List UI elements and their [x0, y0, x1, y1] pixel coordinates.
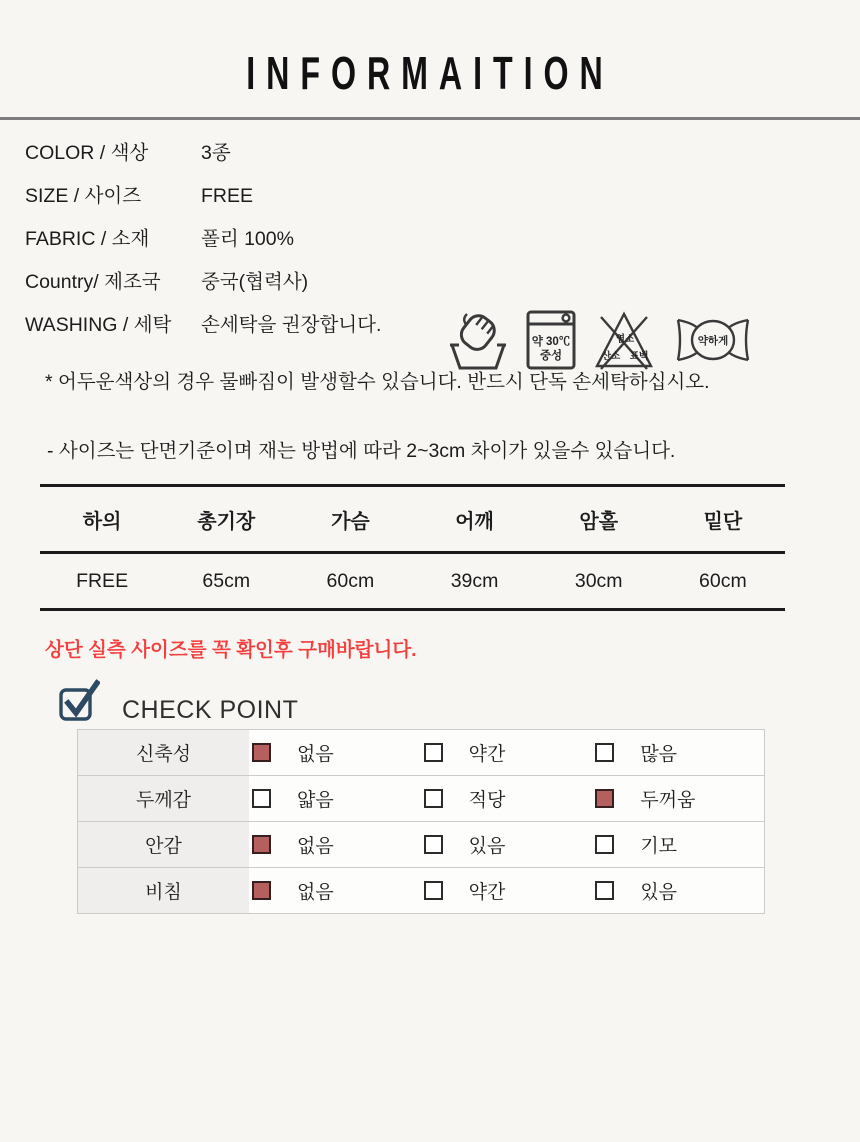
option-checkbox: [424, 743, 443, 762]
check-point-heading: [58, 685, 860, 727]
wash-warning-note: * 어두운색상의 경우 물빠짐이 발생할수 있습니다. 반드시 단독 손세탁하십시오.: [45, 371, 710, 393]
svg-text:산소: 산소: [601, 351, 621, 362]
option-checkbox: [252, 789, 271, 808]
option-checkbox: [595, 881, 614, 900]
size-col-header: 가슴: [288, 486, 412, 553]
info-value: 폴리 100%: [201, 228, 294, 250]
size-col-header: 하의: [40, 486, 164, 553]
info-label: COLOR / 색상: [25, 142, 149, 164]
svg-text:약 30℃: 약 30℃: [531, 336, 571, 348]
checkbox-check-icon: [58, 678, 100, 727]
size-cell: 60cm: [661, 553, 785, 610]
check-option: [249, 868, 421, 913]
option-label: 없음: [297, 744, 334, 765]
size-table-header-row: [40, 486, 785, 553]
check-row-label: 안감: [78, 822, 249, 867]
option-label: 약간: [468, 744, 506, 765]
option-checkbox: [424, 789, 443, 808]
check-row-thickness: [78, 776, 764, 822]
info-value: 3종: [201, 142, 231, 164]
option-label: 약간: [468, 882, 506, 903]
info-row-size: [25, 180, 860, 207]
info-label: FABRIC / 소재: [25, 228, 150, 250]
option-checkbox: [252, 743, 271, 762]
check-row-label: 신축성: [78, 730, 249, 775]
check-row-label: 두께감: [78, 776, 249, 821]
check-row-lining: [78, 822, 764, 868]
size-cell: 60cm: [288, 553, 412, 610]
size-col-header: 어깨: [412, 486, 536, 553]
size-cell: 65cm: [164, 553, 288, 610]
page-title: INFORMAITION: [246, 47, 614, 99]
option-checkbox: [252, 835, 271, 854]
check-option: [421, 868, 593, 913]
option-checkbox: [595, 743, 614, 762]
size-cell: FREE: [40, 553, 164, 610]
check-row-sheerness: [78, 868, 764, 913]
option-label: 있음: [468, 836, 506, 857]
check-option: [249, 730, 421, 775]
hand-wash-icon: [446, 308, 510, 372]
wring-weak-icon: [671, 317, 755, 363]
option-label: 얇음: [297, 790, 334, 811]
no-bleach-icon: [592, 309, 656, 371]
option-label: 많음: [640, 744, 678, 765]
title-divider: [0, 117, 860, 120]
option-label: 두꺼움: [640, 790, 696, 811]
size-table: [40, 484, 785, 611]
size-col-header: 암홀: [537, 486, 661, 553]
option-checkbox: [424, 835, 443, 854]
option-checkbox: [252, 881, 271, 900]
check-point-table: [77, 729, 765, 914]
option-checkbox: [595, 789, 614, 808]
info-value: FREE: [201, 185, 254, 207]
svg-text:약하게: 약하게: [697, 335, 729, 347]
option-checkbox: [595, 835, 614, 854]
info-row-fabric: [25, 223, 860, 250]
check-row-stretch: [78, 730, 764, 776]
size-cell: 30cm: [537, 553, 661, 610]
size-col-header: 밑단: [661, 486, 785, 553]
check-option: [592, 730, 764, 775]
check-option: [421, 776, 593, 821]
size-table-value-row: [40, 553, 785, 610]
check-option: [249, 776, 421, 821]
svg-text:중성: 중성: [539, 350, 563, 362]
check-point-title: CHECK POINT: [122, 696, 299, 724]
check-option: [592, 776, 764, 821]
product-info-list: [25, 137, 860, 336]
info-value: 중국(협력사): [201, 271, 309, 293]
info-value: 손세탁을 권장합니다.: [201, 314, 382, 336]
size-col-header: 총기장: [164, 486, 288, 553]
header: [0, 42, 860, 104]
size-cell: 39cm: [412, 553, 536, 610]
check-option: [421, 822, 593, 867]
size-check-warning: 상단 실측 사이즈를 꼭 확인후 구매바랍니다.: [45, 639, 417, 661]
svg-text:염소: 염소: [615, 334, 635, 345]
info-label: WASHING / 세탁: [25, 314, 172, 336]
check-option: [592, 822, 764, 867]
size-measure-note: - 사이즈는 단면기준이며 재는 방법에 따라 2~3cm 차이가 있을수 있습니다.: [47, 440, 676, 462]
option-label: 적당: [468, 790, 506, 811]
check-option: [249, 822, 421, 867]
info-row-color: [25, 137, 860, 164]
check-option: [421, 730, 593, 775]
svg-text:표백: 표백: [629, 351, 649, 362]
option-label: 기모: [640, 836, 678, 857]
info-row-country: [25, 266, 860, 293]
info-label: Country/ 제조국: [25, 271, 161, 293]
check-option: [592, 868, 764, 913]
machine-wash-30-icon: [525, 309, 577, 371]
laundry-care-icons: [446, 308, 755, 372]
check-row-label: 비침: [78, 868, 249, 913]
info-label: SIZE / 사이즈: [25, 185, 142, 207]
option-label: 없음: [297, 836, 334, 857]
option-checkbox: [424, 881, 443, 900]
option-label: 없음: [297, 882, 334, 903]
option-label: 있음: [640, 882, 678, 903]
